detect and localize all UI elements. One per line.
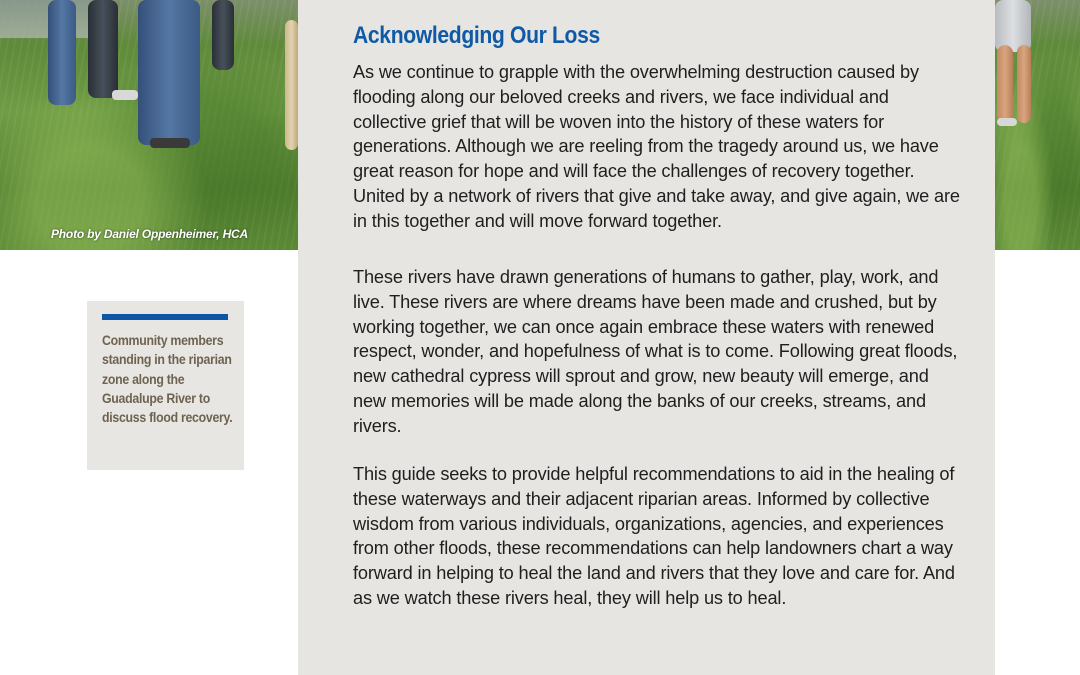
article-paragraph: This guide seeks to provide helpful recommendations to aid in the healing of these waterways and their adjacent riparian areas. Informed by collective wisdom from various individuals, organizations, agencies, and experiences from other floods, these recommendations can help landowners chart a way forward in helping to heal the land and rivers that they love and care for. And as we watch these rivers heal, they will help us to heal. [353, 464, 955, 608]
person-legs [1017, 45, 1031, 123]
caption-accent-rule [102, 314, 228, 320]
shoe [150, 138, 190, 148]
community-photo-right [995, 0, 1080, 250]
community-photo [0, 0, 298, 250]
photo-credit: Photo by Daniel Oppenheimer, HCA [51, 227, 248, 241]
person-legs [285, 20, 298, 150]
shoe [997, 118, 1017, 126]
photo-caption-box [87, 301, 244, 470]
person-legs [212, 0, 234, 70]
person-legs [48, 0, 76, 105]
article-paragraph: As we continue to grapple with the overwhelming destruction caused by flooding along our beloved creeks and rivers, we face individual and collective grief that will be woven into the history of these waters for generations. Although we are reeling from the tragedy around us, we have great reason for hope and will face the challenges of recovery together. United by a network of rivers that give and take away, and give again, we are in this together and will move forward together. [353, 62, 960, 231]
article-panel [298, 0, 995, 675]
person-legs [138, 0, 200, 145]
shoe [112, 90, 138, 100]
person-legs [997, 45, 1013, 123]
article-heading: Acknowledging Our Loss [353, 22, 600, 49]
photo-caption: Community members standing in the riparian zone along the Guadalupe River to discuss flood recovery. [102, 333, 233, 426]
person-legs [88, 0, 118, 98]
article-paragraph: These rivers have drawn generations of humans to gather, play, work, and live. These rivers are where dreams have been made and crushed, but by working together, we can once again embrace these waters with renewed respect, wonder, and hopefulness of what is to come. Following great floods, new cathedral cypress will sprout and grow, new beauty will emerge, and new memories will be made along the banks of our creeks, streams, and rivers. [353, 267, 958, 436]
